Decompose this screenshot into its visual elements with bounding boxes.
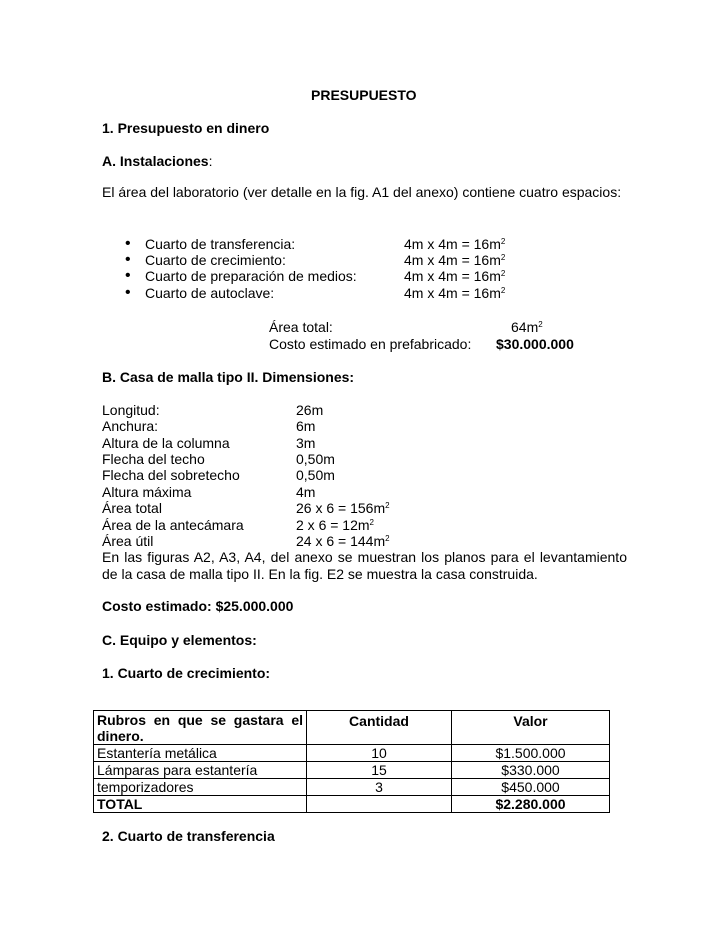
table-header-row: [94, 711, 610, 745]
estimated-cost-value: $30.000.000: [496, 336, 574, 352]
table-cell-value: $450.000: [452, 779, 610, 796]
transfer-room-heading: 2. Cuarto de transferencia: [102, 828, 275, 844]
dimension-value: 26m: [296, 402, 324, 418]
dimension-label: Flecha del techo: [102, 451, 205, 467]
bullet-icon: •: [125, 251, 131, 268]
dimension-value: 26 x $6 = 156m^2$: [296, 500, 390, 516]
table-header-value: Valor: [452, 711, 610, 745]
section-a-intro: El área del laboratorio (ver detalle en la fig. A1 del anexo) contiene cuatro espacios:: [102, 184, 622, 200]
table-cell-quantity: 10: [307, 745, 452, 762]
growth-room-heading: 1. Cuarto de crecimiento:: [102, 665, 271, 681]
dimension-value: 2 x $6 = 12m^2$: [296, 517, 374, 533]
room-name: Cuarto de preparación de medios:: [145, 268, 357, 284]
bullet-icon: •: [125, 284, 131, 301]
table-cell-quantity: 3: [307, 779, 452, 796]
section-b-paragraph: En las figuras A2, A3, A4, del anexo se muestran los planos para el levantamiento de la casa de malla tipo II. En la fig. E2 se muestra la casa construida.: [102, 549, 627, 582]
section-heading-budget: 1. Presupuesto en dinero: [102, 120, 270, 136]
dimension-label: Área de la antecámara: [102, 517, 244, 533]
table-row: [94, 762, 610, 779]
room-dimension: 4m x $4m = 16m^2$: [404, 252, 506, 268]
dimension-value: 0,50m: [296, 451, 335, 467]
room-name: Cuarto de crecimiento:: [145, 252, 286, 268]
section-b-heading: B. Casa de malla tipo II. Dimensiones:: [102, 369, 355, 385]
room-name: Cuarto de transferencia:: [145, 236, 296, 252]
table-total-row: [94, 796, 610, 813]
room-name: Cuarto de autoclave:: [145, 285, 275, 301]
dimension-value: 0,50m: [296, 467, 335, 483]
growth-room-budget-table: [93, 710, 610, 813]
room-dimension: 4m x $4m = 16m^2$: [404, 236, 506, 252]
estimated-cost-label: Costo estimado en prefabricado:: [269, 336, 472, 352]
dimension-value: 6m: [296, 418, 316, 434]
total-area-label: Área total:: [269, 319, 333, 335]
section-a-heading: [102, 153, 212, 169]
table-total-label: TOTAL: [94, 796, 307, 813]
dimension-label: Anchura:: [102, 418, 159, 434]
dimension-label: Flecha del sobretecho: [102, 467, 240, 483]
table-row: [94, 745, 610, 762]
room-dimension: 4m x $4m = 16m^2$: [404, 268, 506, 284]
dimension-value: 3m: [296, 435, 316, 451]
table-cell-value: $330.000: [452, 762, 610, 779]
bullet-icon: •: [125, 267, 131, 284]
table-cell-quantity: 15: [307, 762, 452, 779]
dimension-label: Área total: [102, 500, 162, 516]
table-header-quantity: Cantidad: [307, 711, 452, 745]
table-cell-value: $1.500.000: [452, 745, 610, 762]
section-c-heading: C. Equipo y elementos:: [102, 632, 257, 648]
table-cell-item: temporizadores: [94, 779, 307, 796]
page-title: PRESUPUESTO: [311, 87, 417, 103]
room-dimension: 4m x $4m = 16m^2$: [404, 285, 506, 301]
table-cell-item: Lámparas para estantería: [94, 762, 307, 779]
dimension-label: Altura máxima: [102, 484, 192, 500]
section-b-cost: Costo estimado: $25.000.000: [102, 598, 294, 614]
dimension-value: 4m: [296, 484, 316, 500]
table-cell-item: Estantería metálica: [94, 745, 307, 762]
table-total-value: $2.280.000: [452, 796, 610, 813]
table-row: [94, 779, 610, 796]
section-a-heading-colon: :: [208, 153, 213, 169]
bullet-icon: •: [125, 235, 131, 252]
dimension-value: 24 x $6 = 144m^2$: [296, 533, 390, 549]
table-header-items: Rubros en que se gastara el dinero.: [94, 711, 307, 745]
table-total-quantity: [307, 796, 452, 813]
dimension-label: Altura de la columna: [102, 435, 230, 451]
dimension-label: Longitud:: [102, 402, 160, 418]
total-area-value: $64m^2$: [511, 319, 543, 335]
section-a-heading-text: A. Instalaciones: [102, 153, 209, 169]
dimension-label: Área útil: [102, 533, 154, 549]
